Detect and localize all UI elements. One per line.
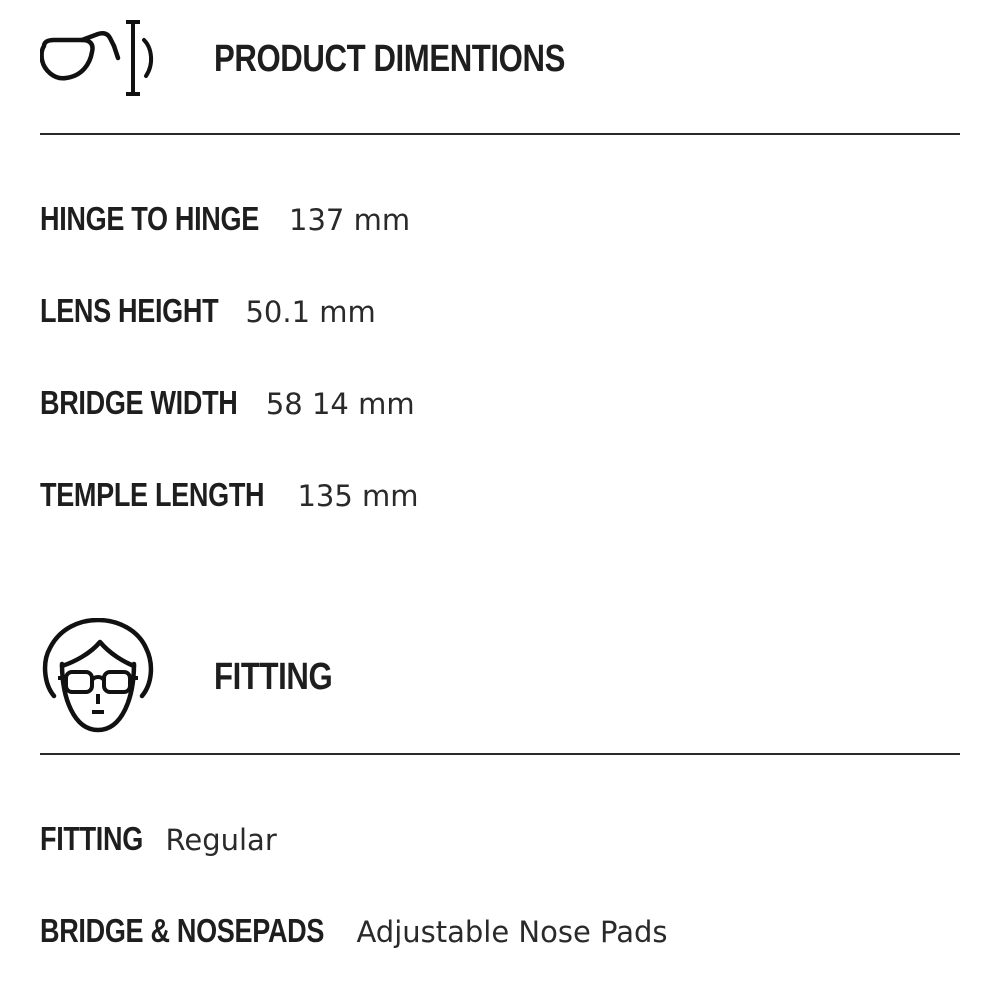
spec-row-lens-height [40,292,376,330]
spec-row-bridge-width [40,384,415,422]
spec-value: Regular [165,823,277,857]
spec-label: TEMPLE LENGTH [40,476,265,513]
spec-row-bridge-nosepads [40,912,668,950]
spec-value: 137 mm [289,203,411,237]
spec-label: BRIDGE WIDTH [40,384,238,421]
section-divider [40,753,960,755]
spec-row-fitting [40,820,277,858]
spec-label: BRIDGE & NOSEPADS [40,912,325,949]
spec-value: 58 14 mm [265,387,415,421]
spec-value: Adjustable Nose Pads [356,915,668,949]
face-with-glasses-icon [40,618,156,743]
glasses-measure-icon [40,18,160,103]
spec-label: LENS HEIGHT [40,292,219,329]
spec-value: 50.1 mm [245,295,376,329]
spec-row-temple-length [40,476,419,514]
spec-value: 135 mm [297,479,419,513]
spec-label: FITTING [40,820,143,857]
spec-label: HINGE TO HINGE [40,200,259,237]
section-title: FITTING [214,656,333,698]
spec-row-hinge-to-hinge [40,200,410,238]
section-divider [40,133,960,135]
section-title: PRODUCT DIMENTIONS [214,38,565,80]
